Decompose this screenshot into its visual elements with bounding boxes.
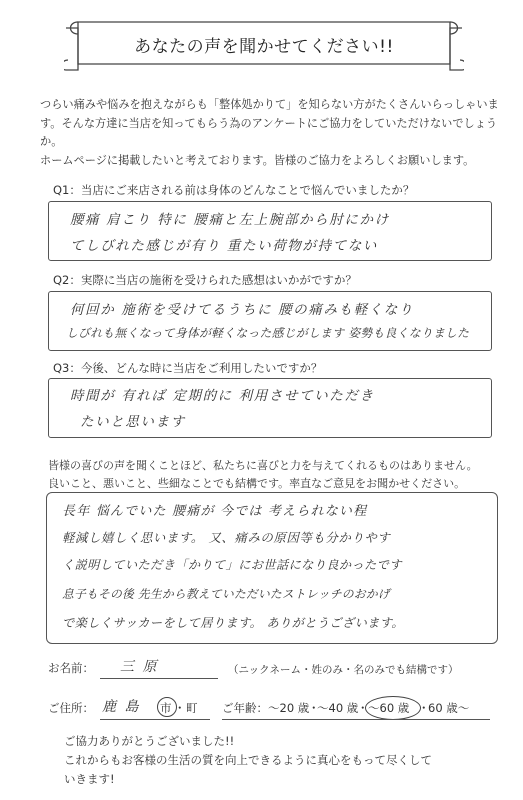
question-3: Q3：今後、どんな時に当店をご利用したいですか？ xyxy=(53,361,323,375)
voice-lead xyxy=(48,457,508,493)
age-option[interactable]: 60 歳〜 xyxy=(428,701,470,715)
answer-1-line: てしびれた感じが有り 重たい荷物が持てない xyxy=(70,238,378,254)
age-underline xyxy=(222,719,490,720)
answer-1-line: 腰痛 肩こり 特に 腰痛と左上腕部から肘にかけ xyxy=(70,212,390,228)
intro-line: す。そんな方達に当店を知ってもらう為のアンケートにご協力をしていただけないでしょう xyxy=(40,116,498,130)
address-separator: ・ xyxy=(174,701,186,715)
voice-lead-line: 良いこと、悪いこと、些細なことでも結構です。率直なご意見をお聞かせください。 xyxy=(48,477,466,490)
question-1: Q1：当店にご来店される前は身体のどんなことで悩んでいましたか？ xyxy=(53,183,415,197)
address-value: 鹿 島 xyxy=(102,699,141,715)
age-option[interactable]: 〜20 歳 xyxy=(268,701,310,715)
voice-line: 軽減し嬉しく思います。 又、痛みの原因等も分かりやす xyxy=(62,530,391,545)
thanks-line: ご協力ありがとうございました!! xyxy=(64,734,235,748)
name-field[interactable] xyxy=(100,678,218,679)
intro-text xyxy=(40,96,500,170)
intro-line: か。 xyxy=(40,135,63,149)
intro-line: ホームページに掲載したいと考えております。皆様のご協力をよろしくお願いします。 xyxy=(40,153,475,167)
address-city: 市 xyxy=(160,701,172,715)
voice-lead-line: 皆様の喜びの声を聞くことほど、私たちに喜びと力を与えてくれるものはありません。 xyxy=(48,459,478,472)
voice-line: く説明していただき「かりて」にお世話になり良かったです xyxy=(62,558,402,572)
address-label: ご住所： xyxy=(48,701,94,715)
answer-2-line: 何回か 施術を受けてるうちに 腰の痛みも軽くなり xyxy=(70,302,414,318)
voice-line: 長年 悩んでいた 腰痛が 今では 考えられない程 xyxy=(62,504,368,519)
name-value: 三 原 xyxy=(120,659,159,675)
voice-line: 息子もその後 先生から教えていただいたストレッチのおかげ xyxy=(62,587,390,601)
age-option[interactable]: 〜40 歳 xyxy=(317,701,359,715)
thanks-line: いきます! xyxy=(64,772,115,786)
age-label: ご年齢： xyxy=(222,701,268,715)
name-label: お名前： xyxy=(48,661,94,675)
thanks-message xyxy=(64,732,504,789)
voice-line: で楽しくサッカーをして居ります。 ありがとうございます。 xyxy=(62,616,404,630)
age-separator: ・ xyxy=(418,701,430,715)
intro-line: つらい痛みや悩みを抱えながらも「整体処かりて」を知らない方がたくさんいらっしゃいま xyxy=(40,98,499,111)
age-option-selected[interactable]: 〜60 歳 xyxy=(368,701,410,715)
title-banner xyxy=(64,12,464,74)
age-separator: ・ xyxy=(357,701,369,715)
page-title: あなたの声を聞かせてください!! xyxy=(134,37,394,57)
answer-3-line: たいと思います xyxy=(80,414,186,430)
answer-3-line: 時間が 有れば 定期的に 利用させていただき xyxy=(70,388,375,404)
age-separator: ・ xyxy=(308,701,320,715)
address-field[interactable] xyxy=(100,719,210,720)
name-note: （ニックネーム・姓のみ・名のみでも結構です） xyxy=(228,664,459,676)
address-town: 町 xyxy=(186,701,198,715)
thanks-line: これからもお客様の生活の質を向上できるように真心をもって尽くして xyxy=(64,753,432,767)
answer-2-line: しびれも無くなって身体が軽くなった感じがします 姿勢も良くなりました xyxy=(66,326,470,340)
question-2: Q2：実際に当店の施術を受けられた感想はいかがですか？ xyxy=(53,273,357,287)
